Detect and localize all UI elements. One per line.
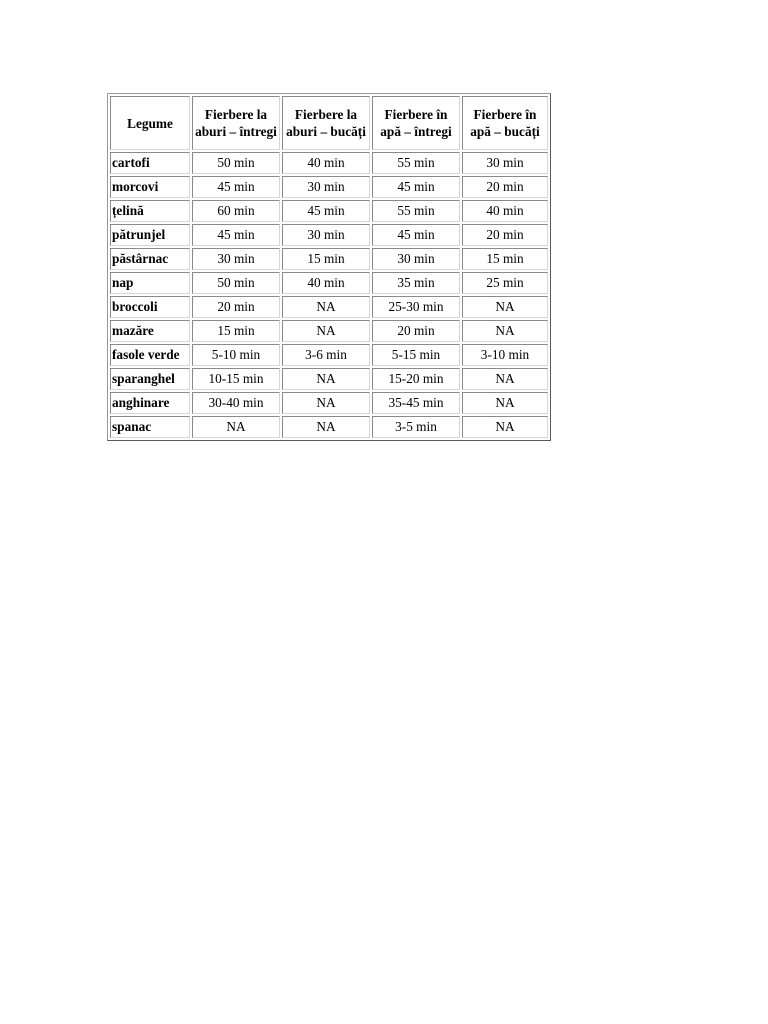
steam-pieces-time: 40 min bbox=[282, 152, 370, 174]
steam-whole-time: NA bbox=[192, 416, 280, 438]
header-steam-whole: Fierbere la aburi – întregi bbox=[192, 96, 280, 150]
steam-pieces-time: 40 min bbox=[282, 272, 370, 294]
header-boil-pieces: Fierbere în apă – bucăți bbox=[462, 96, 548, 150]
boil-whole-time: 35-45 min bbox=[372, 392, 460, 414]
boil-whole-time: 25-30 min bbox=[372, 296, 460, 318]
header-steam-pieces: Fierbere la aburi – bucăți bbox=[282, 96, 370, 150]
header-vegetable: Legume bbox=[110, 96, 190, 150]
table-row bbox=[110, 176, 548, 198]
boil-pieces-time: 40 min bbox=[462, 200, 548, 222]
table-row bbox=[110, 200, 548, 222]
boil-whole-time: 3-5 min bbox=[372, 416, 460, 438]
boil-whole-time: 55 min bbox=[372, 200, 460, 222]
steam-pieces-time: 30 min bbox=[282, 176, 370, 198]
table-row bbox=[110, 416, 548, 438]
header-boil-whole: Fierbere în apă – întregi bbox=[372, 96, 460, 150]
steam-whole-time: 15 min bbox=[192, 320, 280, 342]
cooking-times-table-wrapper bbox=[107, 93, 551, 441]
boil-pieces-time: 30 min bbox=[462, 152, 548, 174]
boil-pieces-time: 20 min bbox=[462, 224, 548, 246]
steam-whole-time: 10-15 min bbox=[192, 368, 280, 390]
vegetable-name: mazăre bbox=[110, 320, 190, 342]
table-row bbox=[110, 320, 548, 342]
steam-pieces-time: NA bbox=[282, 296, 370, 318]
steam-whole-time: 50 min bbox=[192, 152, 280, 174]
steam-whole-time: 60 min bbox=[192, 200, 280, 222]
cooking-times-table bbox=[107, 93, 551, 441]
vegetable-name: anghinare bbox=[110, 392, 190, 414]
boil-whole-time: 45 min bbox=[372, 176, 460, 198]
boil-pieces-time: NA bbox=[462, 416, 548, 438]
table-row bbox=[110, 368, 548, 390]
steam-whole-time: 20 min bbox=[192, 296, 280, 318]
boil-whole-time: 30 min bbox=[372, 248, 460, 270]
table-row bbox=[110, 392, 548, 414]
steam-pieces-time: 30 min bbox=[282, 224, 370, 246]
steam-whole-time: 30-40 min bbox=[192, 392, 280, 414]
vegetable-name: țelină bbox=[110, 200, 190, 222]
table-row bbox=[110, 344, 548, 366]
boil-pieces-time: 20 min bbox=[462, 176, 548, 198]
vegetable-name: broccoli bbox=[110, 296, 190, 318]
steam-pieces-time: 3-6 min bbox=[282, 344, 370, 366]
steam-pieces-time: NA bbox=[282, 416, 370, 438]
table-row bbox=[110, 224, 548, 246]
boil-whole-time: 20 min bbox=[372, 320, 460, 342]
boil-whole-time: 35 min bbox=[372, 272, 460, 294]
vegetable-name: spanac bbox=[110, 416, 190, 438]
boil-whole-time: 55 min bbox=[372, 152, 460, 174]
boil-whole-time: 45 min bbox=[372, 224, 460, 246]
boil-pieces-time: 25 min bbox=[462, 272, 548, 294]
table-row bbox=[110, 296, 548, 318]
table-row bbox=[110, 272, 548, 294]
vegetable-name: cartofi bbox=[110, 152, 190, 174]
boil-pieces-time: 15 min bbox=[462, 248, 548, 270]
boil-whole-time: 15-20 min bbox=[372, 368, 460, 390]
boil-pieces-time: 3-10 min bbox=[462, 344, 548, 366]
steam-whole-time: 45 min bbox=[192, 176, 280, 198]
steam-whole-time: 30 min bbox=[192, 248, 280, 270]
steam-whole-time: 5-10 min bbox=[192, 344, 280, 366]
table-row bbox=[110, 152, 548, 174]
steam-pieces-time: 45 min bbox=[282, 200, 370, 222]
table-header-row bbox=[110, 96, 548, 150]
vegetable-name: păstârnac bbox=[110, 248, 190, 270]
vegetable-name: pătrunjel bbox=[110, 224, 190, 246]
vegetable-name: morcovi bbox=[110, 176, 190, 198]
steam-pieces-time: NA bbox=[282, 392, 370, 414]
boil-pieces-time: NA bbox=[462, 296, 548, 318]
boil-whole-time: 5-15 min bbox=[372, 344, 460, 366]
table-row bbox=[110, 248, 548, 270]
steam-whole-time: 50 min bbox=[192, 272, 280, 294]
vegetable-name: fasole verde bbox=[110, 344, 190, 366]
vegetable-name: nap bbox=[110, 272, 190, 294]
vegetable-name: sparanghel bbox=[110, 368, 190, 390]
steam-whole-time: 45 min bbox=[192, 224, 280, 246]
boil-pieces-time: NA bbox=[462, 392, 548, 414]
boil-pieces-time: NA bbox=[462, 320, 548, 342]
steam-pieces-time: NA bbox=[282, 320, 370, 342]
steam-pieces-time: 15 min bbox=[282, 248, 370, 270]
steam-pieces-time: NA bbox=[282, 368, 370, 390]
boil-pieces-time: NA bbox=[462, 368, 548, 390]
